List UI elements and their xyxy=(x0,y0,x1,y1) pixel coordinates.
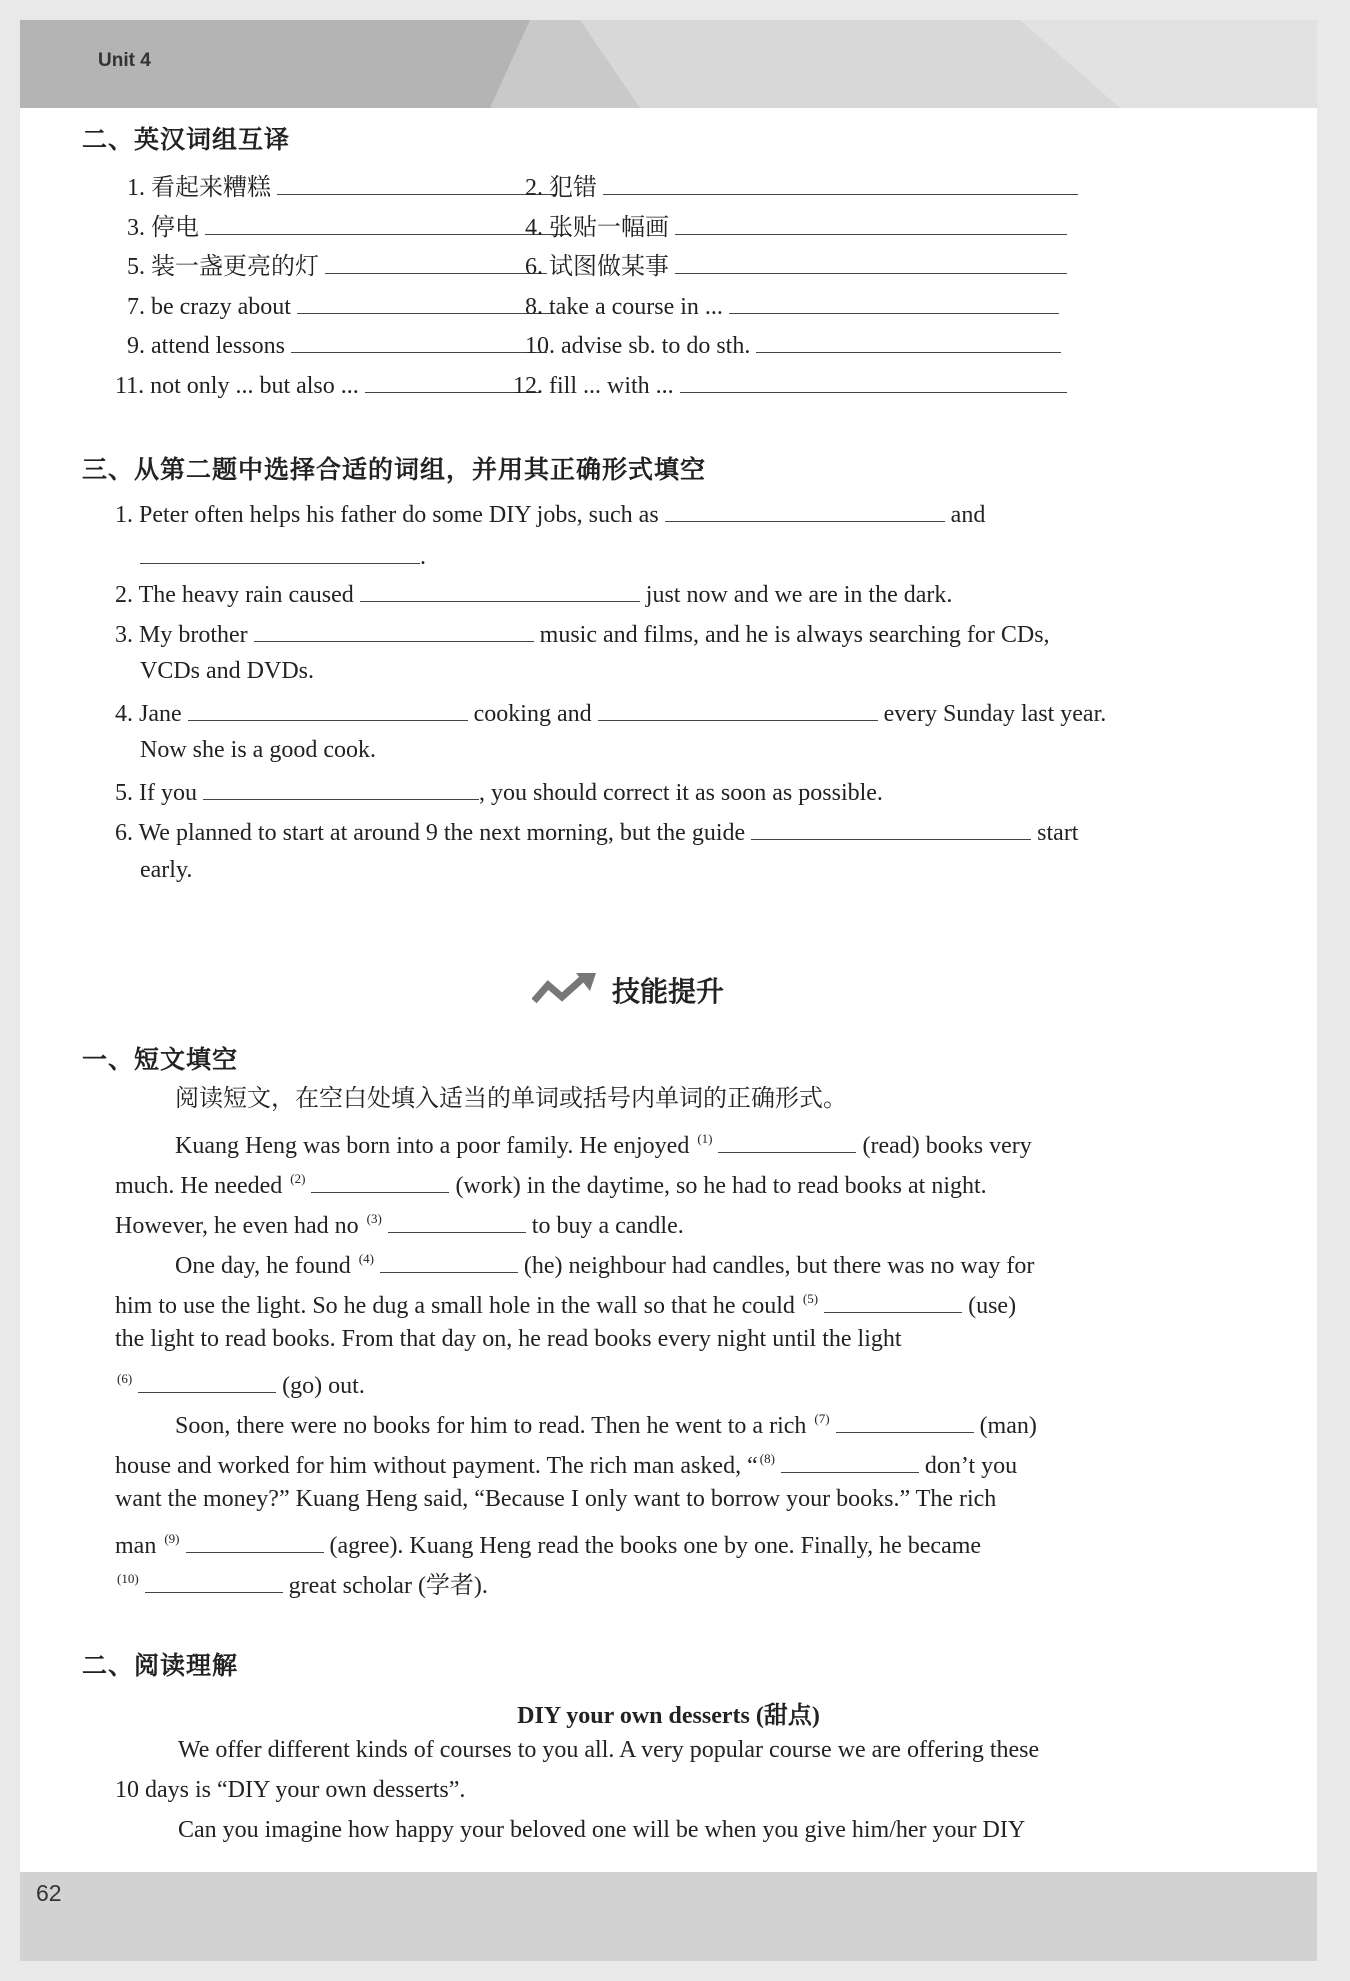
reading-para-1-line-1: We offer different kinds of courses to you all. A very popular course we are offering these xyxy=(178,1737,1040,1763)
reading-title: 二、阅读理解 xyxy=(82,1651,239,1680)
answer-blank[interactable] xyxy=(291,328,547,353)
answer-blank[interactable] xyxy=(188,696,468,721)
cloze-blank-1[interactable] xyxy=(718,1128,856,1153)
cloze-line-12: $^{(10)}$ great scholar (学者). xyxy=(115,1564,488,1601)
skill-heading xyxy=(532,970,724,1010)
answer-blank[interactable] xyxy=(205,210,571,235)
unit-label: Unit 4 xyxy=(98,50,151,71)
footer-bar xyxy=(20,1872,1317,1961)
vocab-item-4: 4. 张贴一幅画 xyxy=(525,210,1067,243)
answer-blank[interactable] xyxy=(203,775,479,800)
answer-blank[interactable] xyxy=(665,497,945,522)
header-decoration xyxy=(20,20,1317,108)
answer-blank[interactable] xyxy=(756,328,1061,353)
cloze-blank-9[interactable] xyxy=(186,1528,324,1553)
cloze-line-2: much. He needed $^{(2)}$ (work) in the daytime, so he had to read books at night. xyxy=(115,1164,987,1201)
reading-para-1-line-2: 10 days is “DIY your own desserts”. xyxy=(115,1777,466,1803)
question-3: 3. My brother music and films, and he is always searching for CDs, xyxy=(115,617,1050,650)
vocab-item-2: 2. 犯错 xyxy=(525,170,1078,203)
cloze-blank-10[interactable] xyxy=(145,1568,283,1593)
cloze-blank-4[interactable] xyxy=(380,1248,518,1273)
cloze-blank-5[interactable] xyxy=(824,1288,962,1313)
cloze-blank-3[interactable] xyxy=(388,1208,526,1233)
vocab-item-3: 3. 停电 xyxy=(127,210,571,243)
vocab-item-8: 8. take a course in ... xyxy=(525,289,1059,322)
question-2: 2. The heavy rain caused just now and we are in the dark. xyxy=(115,577,952,610)
cloze-blank-8[interactable] xyxy=(781,1448,919,1473)
vocab-item-12: 12. fill ... with ... xyxy=(513,368,1067,401)
answer-blank[interactable] xyxy=(675,249,1067,274)
answer-blank[interactable] xyxy=(729,289,1059,314)
question-1-cont: . xyxy=(140,539,426,572)
question-6: 6. We planned to start at around 9 the next morning, but the guide start xyxy=(115,815,1078,848)
cloze-line-5: him to use the light. So he dug a small hole in the wall so that he could $^{(5)}$ (use) xyxy=(115,1284,1016,1321)
cloze-line-10: want the money?” Kuang Heng said, “Because I only want to borrow your books.” The rich xyxy=(115,1486,997,1512)
cloze-line-3: However, he even had no $^{(3)}$ to buy a candle. xyxy=(115,1204,684,1241)
vocab-item-5: 5. 装一盏更亮的灯 xyxy=(127,249,547,282)
cloze-line-9: house and worked for him without payment. The rich man asked, “ $^{(8)}$ don’t you xyxy=(115,1444,1017,1481)
question-6-cont: early. xyxy=(140,857,193,883)
cloze-blank-7[interactable] xyxy=(836,1408,974,1433)
answer-blank[interactable] xyxy=(297,289,553,314)
section3-title: 三、从第二题中选择合适的词组，并用其正确形式填空 xyxy=(82,455,707,484)
cloze-blank-2[interactable] xyxy=(311,1168,449,1193)
cloze-line-1: Kuang Heng was born into a poor family. He enjoyed $^{(1)}$ (read) books very xyxy=(175,1124,1032,1161)
vocab-item-7: 7. be crazy about xyxy=(127,289,553,322)
vocab-item-10: 10. advise sb. to do sth. xyxy=(525,328,1061,361)
cloze-line-7: $^{(6)}$ (go) out. xyxy=(115,1364,365,1401)
vocab-item-1: 1. 看起来糟糕 xyxy=(127,170,557,203)
question-4: 4. Jane cooking and every Sunday last year. xyxy=(115,696,1106,729)
question-3-cont: VCDs and DVDs. xyxy=(140,658,314,684)
cloze-line-11: man $^{(9)}$ (agree). Kuang Heng read the books one by one. Finally, he became xyxy=(115,1524,981,1561)
vocab-item-9: 9. attend lessons xyxy=(127,328,547,361)
header-bar xyxy=(20,20,1317,108)
cloze-title: 一、短文填空 xyxy=(82,1045,239,1074)
cloze-blank-6[interactable] xyxy=(138,1368,276,1393)
answer-blank[interactable] xyxy=(751,815,1031,840)
question-5: 5. If you , you should correct it as soon as possible. xyxy=(115,775,883,808)
answer-blank[interactable] xyxy=(277,170,557,195)
cloze-line-8: Soon, there were no books for him to read. Then he went to a rich $^{(7)}$ (man) xyxy=(175,1404,1037,1441)
reading-heading: DIY your own desserts (甜点) xyxy=(517,1703,820,1729)
answer-blank[interactable] xyxy=(140,539,420,564)
cloze-instruction: 阅读短文，在空白处填入适当的单词或括号内单词的正确形式。 xyxy=(175,1086,847,1112)
vocab-item-6: 6. 试图做某事 xyxy=(525,249,1067,282)
answer-blank[interactable] xyxy=(675,210,1067,235)
vocab-item-11: 11. not only ... but also ... xyxy=(115,368,539,401)
section2-title: 二、英汉词组互译 xyxy=(82,125,291,154)
answer-blank[interactable] xyxy=(360,577,640,602)
cloze-line-6: the light to read books. From that day on, he read books every night until the light xyxy=(115,1326,902,1352)
answer-blank[interactable] xyxy=(680,368,1067,393)
answer-blank[interactable] xyxy=(254,617,534,642)
answer-blank[interactable] xyxy=(325,249,547,274)
question-1: 1. Peter often helps his father do some DIY jobs, such as and xyxy=(115,497,985,530)
answer-blank[interactable] xyxy=(598,696,878,721)
cloze-line-4: One day, he found $^{(4)}$ (he) neighbour had candles, but there was no way for xyxy=(175,1244,1034,1281)
page-number: 62 xyxy=(36,1880,62,1906)
skill-title: 技能提升 xyxy=(612,975,725,1008)
answer-blank[interactable] xyxy=(603,170,1078,195)
page xyxy=(20,20,1317,1961)
question-4-cont: Now she is a good cook. xyxy=(140,737,376,763)
reading-para-2-line-1: Can you imagine how happy your beloved one will be when you give him/her your DIY xyxy=(178,1817,1026,1843)
trend-arrow-icon xyxy=(532,973,598,1007)
